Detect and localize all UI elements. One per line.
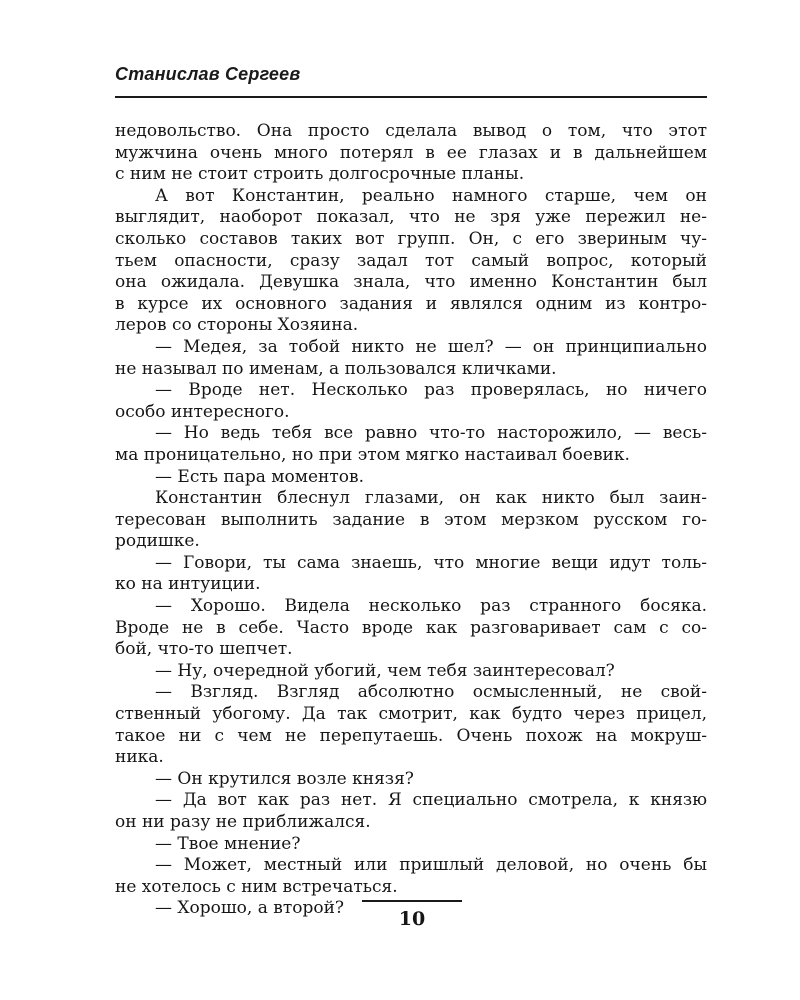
text-line: тересован выполнить задание в этом мерзком русском го- (115, 509, 707, 530)
text-line: он ни разу не приближался. (115, 812, 371, 832)
author-name: Станислав Сергеев (115, 64, 301, 84)
text-line: недовольство. Она просто сделала вывод о том, что этот (115, 121, 707, 141)
text-line: — Говори, ты сама знаешь, что многие вещи идут толь- (155, 552, 707, 573)
footer-divider (362, 900, 462, 902)
text-line: — Хорошо, а второй? (155, 898, 345, 919)
text-line: — Есть пара моментов. (155, 466, 364, 487)
text-line: леров со стороны Хозяина. (115, 315, 359, 336)
text-line: — Может, местный или пришлый деловой, но очень бы (155, 855, 707, 876)
text-line: в курсе их основного задания и являлся одним из контро- (115, 293, 707, 314)
text-line: ника. (115, 747, 164, 768)
text-line: сколько составов таких вот групп. Он, с его звериным чу- (115, 228, 707, 249)
text-line: — Да вот как раз нет. Я специально смотрела, к князю (155, 790, 707, 811)
text-line: ко на интуиции. (115, 574, 261, 595)
text-line: особо интересного. (115, 401, 290, 422)
text-line: она ожидала. Девушка знала, что именно Константин был (115, 272, 707, 293)
text-line: Константин блеснул глазами, он как никто был заин- (155, 488, 707, 509)
text-line: такое ни с чем не перепутаешь. Очень похож на мокруш- (115, 725, 707, 746)
text-line: не хотелось с ним встречаться. (115, 876, 398, 897)
text-line: — Он крутился возле князя? (155, 768, 414, 789)
text-line: А вот Константин, реально намного старше, чем он (155, 185, 707, 206)
text-line: с ним не стоит строить долгосрочные планы. (115, 164, 525, 185)
page-number: 10 (398, 908, 426, 930)
text-line: бой, что-то шепчет. (115, 639, 293, 660)
text-line: — Но ведь тебя все равно что-то насторожило, — весь- (155, 423, 707, 444)
header-divider (115, 96, 707, 98)
text-line: не называл по именам, а пользовался кличками. (115, 358, 557, 379)
text-line: — Взгляд. Взгляд абсолютно осмысленный, не свой- (155, 682, 707, 703)
text-line: родишке. (115, 531, 200, 552)
body-text (115, 121, 707, 920)
text-line: — Твое мнение? (155, 833, 301, 854)
text-line: Вроде не в себе. Часто вроде как разговаривает сам с со- (115, 617, 707, 638)
text-line: — Вроде нет. Несколько раз проверялась, но ничего (155, 380, 707, 401)
text-line: — Медея, за тобой никто не шел? — он принципиально (155, 336, 707, 357)
text-line: выглядит, наоборот показал, что не зря уже пережил не- (115, 207, 707, 228)
text-line: — Хорошо. Видела несколько раз странного босяка. (155, 596, 707, 617)
text-line: — Ну, очередной убогий, чем тебя заинтересовал? (155, 660, 615, 681)
running-header (115, 62, 707, 98)
text-line: ма проницательно, но при этом мягко настаивал боевик. (115, 444, 630, 465)
text-line: ственный убогому. Да так смотрит, как будто через прицел, (115, 704, 707, 725)
text-line: мужчина очень много потерял в ее глазах и в дальнейшем (115, 142, 707, 163)
text-line: тьем опасности, сразу задал тот самый вопрос, который (115, 250, 707, 271)
